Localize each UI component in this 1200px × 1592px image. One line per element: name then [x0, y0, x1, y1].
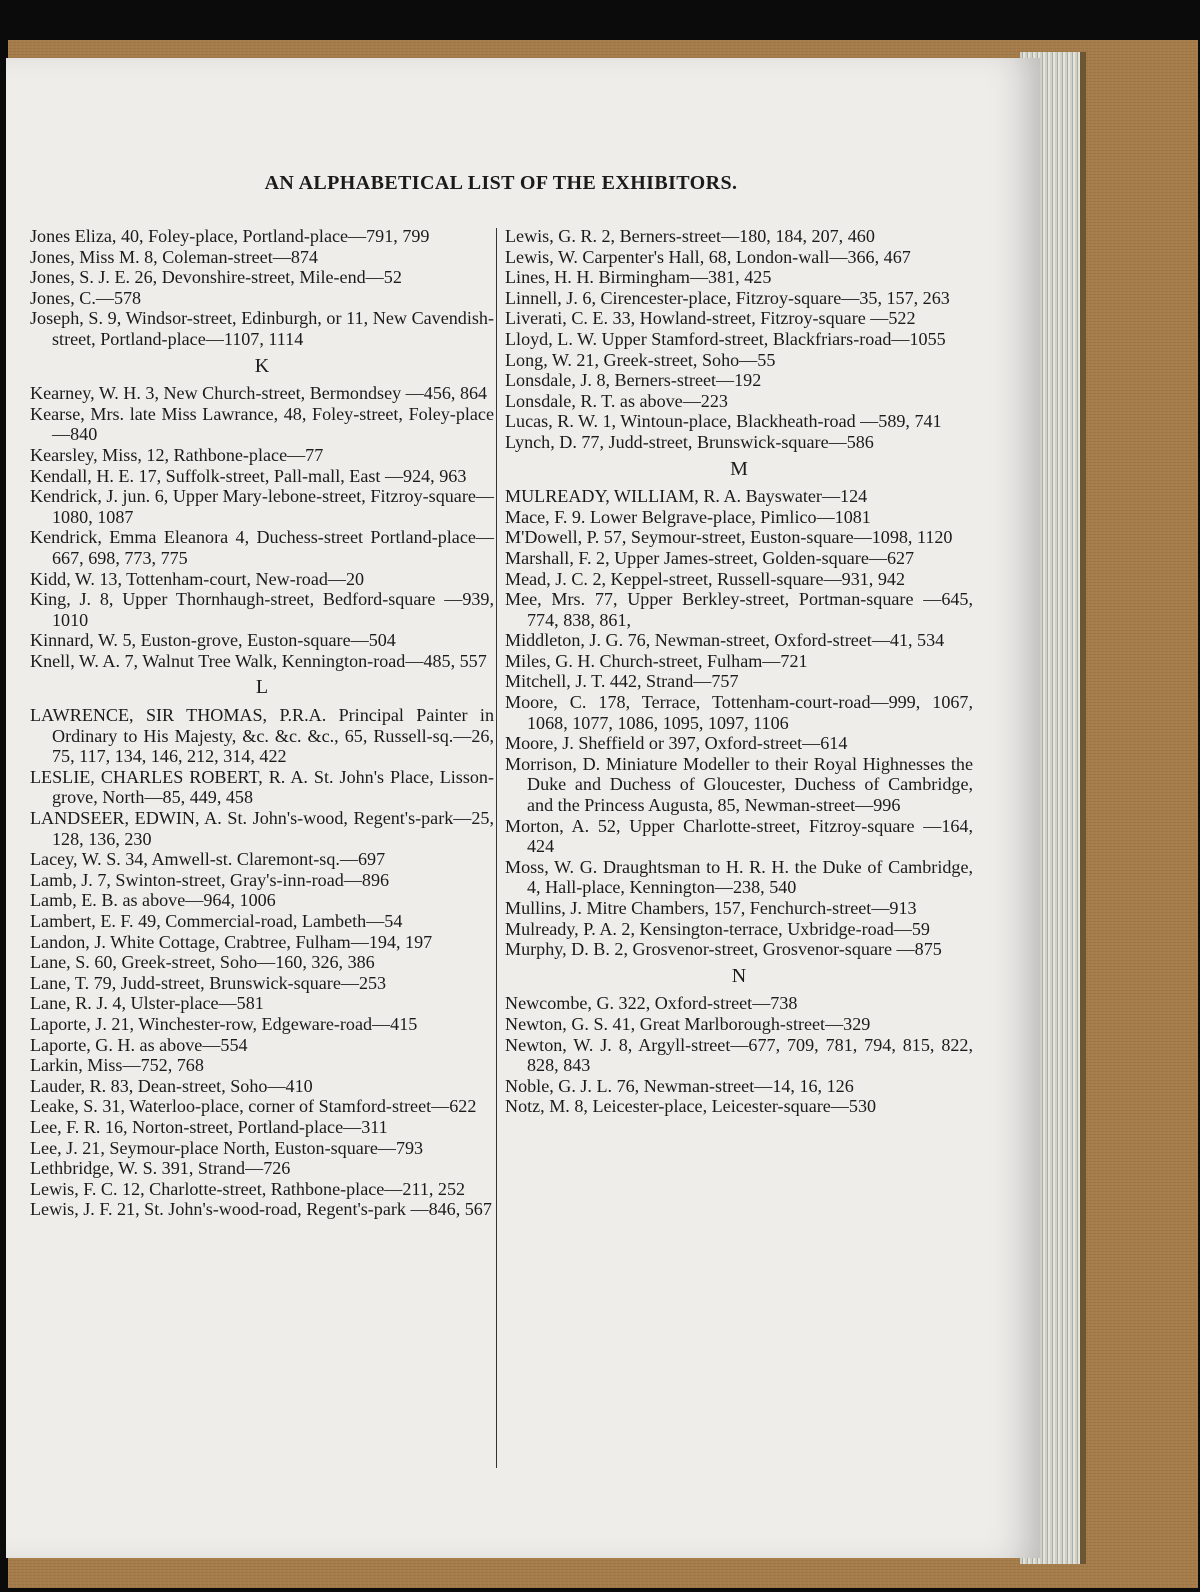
exhibitor-entry: Kearse, Mrs. late Miss Lawrance, 48, Foley-street, Foley-place—840	[30, 403, 494, 445]
exhibitor-entry: Laporte, G. H. as above—554	[30, 1034, 248, 1055]
section-letter: K	[254, 354, 270, 377]
exhibitor-entry: Jones Eliza, 40, Foley-place, Portland-place—791, 799	[30, 226, 430, 246]
exhibitor-entry: Long, W. 21, Greek-street, Soho—55	[505, 349, 776, 370]
exhibitor-entry: Lane, S. 60, Greek-street, Soho—160, 326, 386	[30, 952, 375, 973]
right-column	[505, 226, 973, 1117]
exhibitor-entry: Lonsdale, J. 8, Berners-street—192	[505, 370, 762, 391]
exhibitor-entry: Lonsdale, R. T. as above—223	[505, 390, 728, 411]
exhibitor-entry: Mullins, J. Mitre Chambers, 157, Fenchurch-street—913	[505, 898, 917, 918]
exhibitor-entry: Lane, R. J. 4, Ulster-place—581	[30, 993, 264, 1014]
exhibitor-entry: Notz, M. 8, Leicester-place, Leicester-square—530	[505, 1096, 877, 1117]
exhibitor-entry: Murphy, D. B. 2, Grosvenor-street, Grosvenor-square —875	[505, 939, 942, 960]
exhibitor-entry: Lucas, R. W. 1, Wintoun-place, Blackheath-road —589, 741	[505, 411, 942, 432]
exhibitor-entry: Knell, W. A. 7, Walnut Tree Walk, Kennington-road—485, 557	[30, 650, 487, 671]
exhibitor-entry: Kendrick, J. jun. 6, Upper Mary-lebone-street, Fitzroy-square—1080, 1087	[30, 486, 494, 527]
exhibitor-entry: Lewis, J. F. 21, St. John's-wood-road, Regent's-park —846, 567	[30, 1199, 492, 1220]
exhibitor-entry: Moss, W. G. Draughtsman to H. R. H. the Duke of Cambridge, 4, Hall-place, Kennington—238, 540	[505, 856, 973, 898]
exhibitor-entry: Lines, H. H. Birmingham—381, 425	[505, 267, 772, 288]
exhibitor-entry: Jones, S. J. E. 26, Devonshire-street, Mile-end—52	[30, 267, 402, 288]
exhibitor-entry: Kendall, H. E. 17, Suffolk-street, Pall-mall, East —924, 963	[30, 465, 467, 486]
section-letter: L	[255, 676, 269, 699]
section-letter: N	[731, 964, 747, 987]
exhibitor-entry: Lambert, E. F. 49, Commercial-road, Lambeth—54	[30, 911, 403, 931]
exhibitor-entry: Mulready, P. A. 2, Kensington-terrace, Uxbridge-road—59	[505, 918, 930, 939]
exhibitor-entry: Laporte, J. 21, Winchester-row, Edgeware-road—415	[30, 1013, 418, 1034]
exhibitor-entry: LAWRENCE, SIR THOMAS, P.R.A. Principal Painter in Ordinary to His Majesty, &c. &c. &c., 65, Russell-sq.—26, 75, 117, 134, 146, 212, 314, 422	[30, 705, 494, 767]
exhibitor-entry: Middleton, J. G. 76, Newman-street, Oxford-street—41, 534	[505, 630, 945, 651]
exhibitor-entry: Lacey, W. S. 34, Amwell-st. Claremont-sq.—697	[30, 849, 386, 870]
exhibitor-entry: Mace, F. 9. Lower Belgrave-place, Pimlico—1081	[505, 506, 871, 527]
exhibitor-entry: Larkin, Miss—752, 768	[30, 1055, 204, 1076]
exhibitor-entry: Lee, J. 21, Seymour-place North, Euston-square—793	[30, 1137, 424, 1158]
exhibitor-entry: Noble, G. J. L. 76, Newman-street—14, 16, 126	[505, 1075, 854, 1096]
exhibitor-entry: Kendrick, Emma Eleanora 4, Duchess-street Portland-place—667, 698, 773, 775	[30, 527, 494, 568]
left-column	[30, 226, 494, 1220]
column-divider	[496, 228, 497, 1468]
exhibitor-entry: Moore, J. Sheffield or 397, Oxford-street—614	[505, 733, 848, 754]
exhibitor-entry: Liverati, C. E. 33, Howland-street, Fitzroy-square —522	[505, 308, 916, 329]
exhibitor-entry: Newcombe, G. 322, Oxford-street—738	[505, 993, 798, 1014]
exhibitor-entry: King, J. 8, Upper Thornhaugh-street, Bedford-square —939, 1010	[30, 589, 494, 630]
exhibitor-entry: Kearney, W. H. 3, New Church-street, Bermondsey —456, 864	[30, 383, 488, 404]
exhibitor-entry: Lee, F. R. 16, Norton-street, Portland-place—311	[30, 1116, 388, 1137]
exhibitor-entry: Mead, J. C. 2, Keppel-street, Russell-square—931, 942	[505, 568, 905, 589]
section-letter: M	[730, 457, 748, 480]
exhibitor-entry: Joseph, S. 9, Windsor-street, Edinburgh, or 11, New Cavendish-street, Portland-place—1107, 1114	[30, 308, 494, 349]
exhibitor-entry: Lewis, F. C. 12, Charlotte-street, Rathbone-place—211, 252	[30, 1178, 466, 1199]
exhibitor-entry: Lauder, R. 83, Dean-street, Soho—410	[30, 1075, 313, 1096]
exhibitor-entry: Morrison, D. Miniature Modeller to their Royal Highnesses the Duke and Duchess of Gloucester, Duchess of Cambridge, and the Princess Augusta, 85, Newman-street—996	[505, 753, 973, 816]
exhibitor-entry: Miles, G. H. Church-street, Fulham—721	[505, 650, 808, 671]
exhibitor-entry: LESLIE, CHARLES ROBERT, R. A. St. John's Place, Lisson-grove, North—85, 449, 458	[30, 766, 494, 808]
book-page	[6, 58, 1040, 1558]
exhibitor-entry: Lane, T. 79, Judd-street, Brunswick-square—253	[30, 972, 387, 993]
page-title: AN ALPHABETICAL LIST OF THE EXHIBITORS.	[264, 172, 738, 194]
exhibitor-entry: Kidd, W. 13, Tottenham-court, New-road—20	[30, 568, 365, 589]
exhibitor-entry: Lynch, D. 77, Judd-street, Brunswick-square—586	[505, 431, 874, 452]
exhibitor-entry: Jones, Miss M. 8, Coleman-street—874	[30, 246, 318, 267]
exhibitor-entry: Leake, S. 31, Waterloo-place, corner of Stamford-street—622	[30, 1096, 477, 1117]
exhibitor-entry: M'Dowell, P. 57, Seymour-street, Euston-square—1098, 1120	[505, 527, 953, 548]
exhibitor-entry: Kinnard, W. 5, Euston-grove, Euston-square—504	[30, 630, 396, 651]
exhibitor-entry: Moore, C. 178, Terrace, Tottenham-court-road—999, 1067, 1068, 1077, 1086, 1095, 1097, 1106	[505, 692, 973, 733]
exhibitor-entry: Morton, A. 52, Upper Charlotte-street, Fitzroy-square —164, 424	[505, 815, 973, 857]
exhibitor-entry: Lethbridge, W. S. 391, Strand—726	[30, 1158, 291, 1179]
exhibitor-entry: Marshall, F. 2, Upper James-street, Golden-square—627	[505, 547, 915, 568]
exhibitor-entry: MULREADY, WILLIAM, R. A. Bayswater—124	[505, 486, 868, 507]
exhibitor-entry: Landon, J. White Cottage, Crabtree, Fulham—194, 197	[30, 931, 433, 952]
exhibitor-entry: Kearsley, Miss, 12, Rathbone-place—77	[30, 444, 324, 465]
exhibitor-entry: Lewis, G. R. 2, Berners-street—180, 184, 207, 460	[505, 226, 875, 246]
exhibitor-entry: Jones, C.—578	[30, 287, 142, 308]
exhibitor-entry: Newton, W. J. 8, Argyll-street—677, 709, 781, 794, 815, 822, 828, 843	[505, 1034, 973, 1076]
exhibitor-entry: Linnell, J. 6, Cirencester-place, Fitzroy-square—35, 157, 263	[505, 287, 950, 308]
exhibitor-entry: Lamb, E. B. as above—964, 1006	[30, 890, 276, 911]
exhibitor-entry: Mitchell, J. T. 442, Strand—757	[505, 671, 739, 692]
exhibitor-entry: Newton, G. S. 41, Great Marlborough-street—329	[505, 1013, 871, 1034]
exhibitor-entry: Lamb, J. 7, Swinton-street, Gray's-inn-road—896	[30, 869, 390, 890]
exhibitor-entry: Lewis, W. Carpenter's Hall, 68, London-wall—366, 467	[505, 246, 911, 267]
exhibitor-entry: Lloyd, L. W. Upper Stamford-street, Blackfriars-road—1055	[505, 328, 946, 349]
exhibitor-entry: Mee, Mrs. 77, Upper Berkley-street, Portman-square —645, 774, 838, 861,	[505, 589, 973, 630]
exhibitor-entry: LANDSEER, EDWIN, A. St. John's-wood, Regent's-park—25, 128, 136, 230	[30, 808, 494, 849]
